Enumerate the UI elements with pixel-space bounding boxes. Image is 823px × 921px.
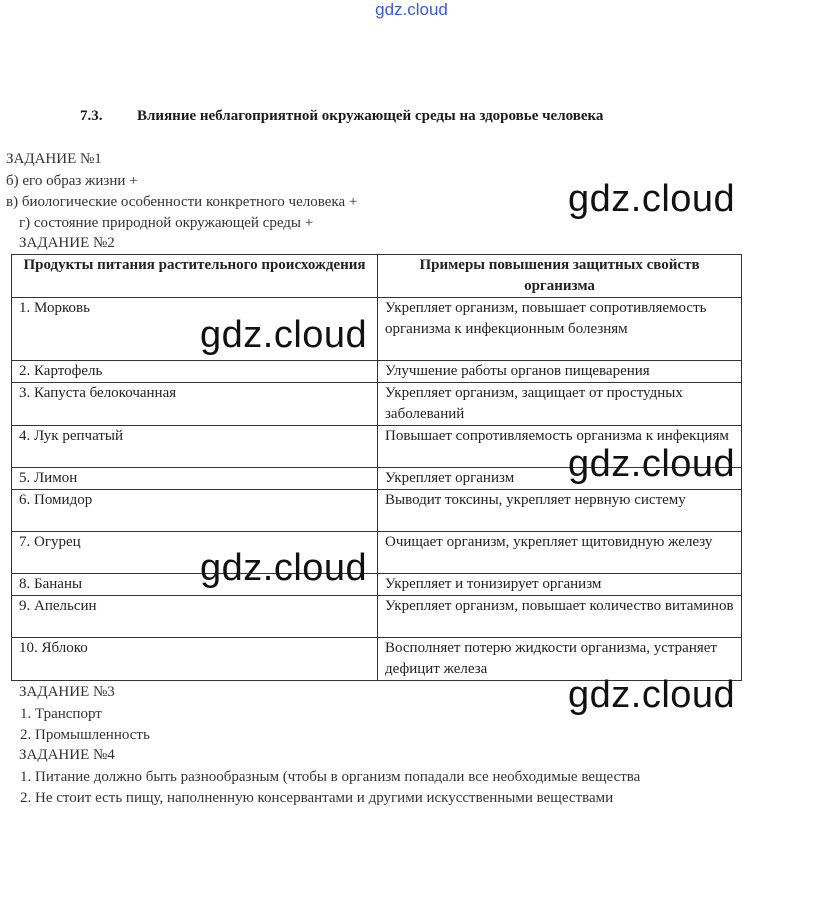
top-watermark: gdz.cloud xyxy=(375,0,448,19)
effect-cell: Укрепляет организм, защищает от простудных заболеваний xyxy=(378,383,742,426)
watermark: gdz.cloud xyxy=(568,674,736,716)
product-cell: 5. Лимон xyxy=(12,468,378,490)
table-header-row xyxy=(12,255,742,298)
task1-line: г) состояние природной окружающей среды + xyxy=(19,215,314,231)
effect-cell: Укрепляет и тонизирует организм xyxy=(378,574,742,596)
task1-line: в) биологические особенности конкретного человека + xyxy=(6,194,358,210)
effect-cell: Укрепляет организм xyxy=(378,468,742,490)
table-row xyxy=(12,596,742,638)
task3-label: ЗАДАНИЕ №3 xyxy=(19,684,115,700)
product-cell: 10. Яблоко xyxy=(12,638,378,681)
table-row xyxy=(12,298,742,361)
section-title: Влияние неблагоприятной окружающей среды на здоровье человека xyxy=(137,108,604,124)
table-header-cell: Примеры повышения защитных свойств организма xyxy=(378,255,742,298)
watermark: gdz.cloud xyxy=(568,178,736,220)
product-cell: 2. Картофель xyxy=(12,361,378,383)
list-item: 1. Транспорт xyxy=(20,706,102,722)
effect-cell: Восполняет потерю жидкости организма, устраняет дефицит железа xyxy=(378,638,742,681)
product-cell: 8. Бананы xyxy=(12,574,378,596)
table-row xyxy=(12,361,742,383)
watermark: gdz.cloud xyxy=(200,547,368,589)
table-header-cell: Продукты питания растительного происхождения xyxy=(12,255,378,298)
table-row xyxy=(12,383,742,426)
effect-cell: Укрепляет организм, повышает сопротивляемость организма к инфекционным болезням xyxy=(378,298,742,361)
effect-cell: Повышает сопротивляемость организма к инфекциям xyxy=(378,426,742,468)
list-item: 1. Питание должно быть разнообразным (чтобы в организм попадали все необходимые вещества xyxy=(20,769,641,785)
task4-label: ЗАДАНИЕ №4 xyxy=(19,747,115,763)
watermark: gdz.cloud xyxy=(200,314,368,356)
product-cell: 3. Капуста белокочанная xyxy=(12,383,378,426)
effect-cell: Улучшение работы органов пищеварения xyxy=(378,361,742,383)
effect-cell: Укрепляет организм, повышает количество витаминов xyxy=(378,596,742,638)
task1-line: б) его образ жизни + xyxy=(6,173,138,189)
product-cell: 7. Огурец xyxy=(12,532,378,574)
product-cell: 6. Помидор xyxy=(12,490,378,532)
table-row xyxy=(12,490,742,532)
product-cell: 4. Лук репчатый xyxy=(12,426,378,468)
list-item: 2. Промышленность xyxy=(20,727,150,743)
effect-cell: Очищает организм, укрепляет щитовидную железу xyxy=(378,532,742,574)
list-item: 2. Не стоит есть пищу, наполненную консервантами и другими искусственными веществами xyxy=(20,790,614,806)
product-cell: 1. Морковь xyxy=(12,298,378,361)
effect-cell: Выводит токсины, укрепляет нервную систему xyxy=(378,490,742,532)
task1-label: ЗАДАНИЕ №1 xyxy=(6,151,102,167)
watermark: gdz.cloud xyxy=(568,443,736,485)
task2-label: ЗАДАНИЕ №2 xyxy=(19,235,115,251)
table-row xyxy=(12,574,742,596)
table-row xyxy=(12,532,742,574)
product-cell: 9. Апельсин xyxy=(12,596,378,638)
section-number: 7.3. xyxy=(80,108,103,124)
